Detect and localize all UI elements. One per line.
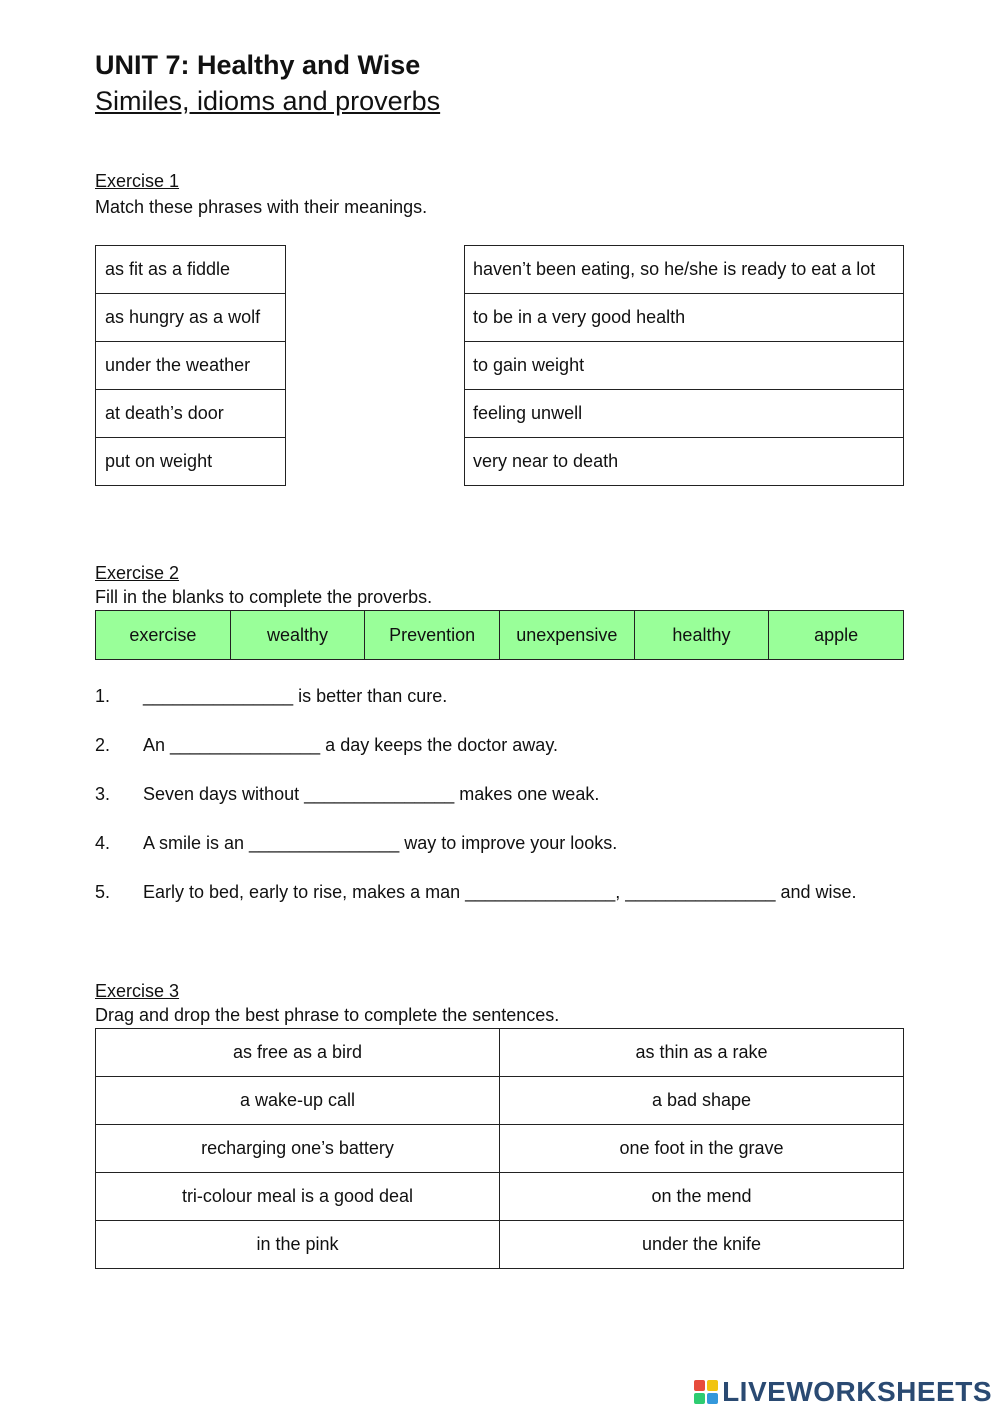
item-number: 4. — [95, 833, 111, 853]
fill-blank-item — [95, 735, 558, 756]
word-bank — [95, 610, 904, 660]
exercise-2-heading: Exercise 2 — [95, 563, 180, 583]
drag-phrase[interactable]: as free as a bird — [96, 1029, 500, 1077]
logo-square — [707, 1380, 718, 1391]
meanings-table — [464, 245, 904, 486]
word-bank-item[interactable]: unexpensive — [499, 611, 634, 660]
drag-phrases-table — [95, 1028, 904, 1269]
fill-blank-item — [95, 833, 617, 854]
drag-phrase[interactable]: a bad shape — [500, 1077, 904, 1125]
item-text[interactable]: Early to bed, early to rise, makes a man _______________, _______________ and wise. — [143, 882, 857, 902]
item-number: 1. — [95, 686, 111, 706]
logo-square — [694, 1380, 705, 1391]
exercise-1-instruction: Match these phrases with their meanings. — [95, 197, 428, 217]
page-title: UNIT 7: Healthy and Wise — [95, 50, 421, 80]
drag-phrase[interactable]: as thin as a rake — [500, 1029, 904, 1077]
logo-icon — [694, 1380, 718, 1404]
meaning-item[interactable]: feeling unwell — [465, 390, 904, 438]
item-text[interactable]: Seven days without _______________ makes one weak. — [143, 784, 600, 804]
fill-blank-item — [95, 784, 599, 805]
item-number: 2. — [95, 735, 111, 755]
exercise-2-instruction: Fill in the blanks to complete the proverbs. — [95, 587, 433, 607]
phrase-item[interactable]: as hungry as a wolf — [96, 294, 286, 342]
item-number: 5. — [95, 882, 111, 902]
phrase-item[interactable]: put on weight — [96, 438, 286, 486]
word-bank-item[interactable]: exercise — [96, 611, 231, 660]
drag-phrase[interactable]: in the pink — [96, 1221, 500, 1269]
phrase-item[interactable]: under the weather — [96, 342, 286, 390]
drag-phrase[interactable]: under the knife — [500, 1221, 904, 1269]
exercise-3-heading: Exercise 3 — [95, 981, 180, 1001]
item-text[interactable]: A smile is an _______________ way to improve your looks. — [143, 833, 618, 853]
drag-phrase[interactable]: on the mend — [500, 1173, 904, 1221]
word-bank-item[interactable]: Prevention — [365, 611, 500, 660]
drag-phrase[interactable]: one foot in the grave — [500, 1125, 904, 1173]
meaning-item[interactable]: very near to death — [465, 438, 904, 486]
drag-phrase[interactable]: recharging one’s battery — [96, 1125, 500, 1173]
logo-square — [707, 1393, 718, 1404]
phrases-table — [95, 245, 286, 486]
liveworksheets-logo — [694, 1376, 992, 1408]
item-text[interactable]: _______________ is better than cure. — [143, 686, 448, 706]
fill-blank-item — [95, 882, 857, 903]
word-bank-item[interactable]: healthy — [634, 611, 769, 660]
item-text[interactable]: An _______________ a day keeps the doctor away. — [143, 735, 558, 755]
item-number: 3. — [95, 784, 111, 804]
meaning-item[interactable]: to gain weight — [465, 342, 904, 390]
drag-phrase[interactable]: a wake-up call — [96, 1077, 500, 1125]
word-bank-item[interactable]: wealthy — [230, 611, 365, 660]
exercise-1-heading: Exercise 1 — [95, 171, 180, 191]
meaning-item[interactable]: to be in a very good health — [465, 294, 904, 342]
logo-square — [694, 1393, 705, 1404]
meaning-item[interactable]: haven’t been eating, so he/she is ready to eat a lot — [465, 246, 904, 294]
phrase-item[interactable]: as fit as a fiddle — [96, 246, 286, 294]
drag-phrase[interactable]: tri-colour meal is a good deal — [96, 1173, 500, 1221]
logo-text: LIVEWORKSHEETS — [722, 1376, 992, 1407]
phrase-item[interactable]: at death’s door — [96, 390, 286, 438]
fill-blank-item — [95, 686, 447, 707]
exercise-3-instruction: Drag and drop the best phrase to complete the sentences. — [95, 1005, 560, 1025]
word-bank-item[interactable]: apple — [769, 611, 904, 660]
page-subtitle: Similes, idioms and proverbs — [95, 86, 441, 116]
